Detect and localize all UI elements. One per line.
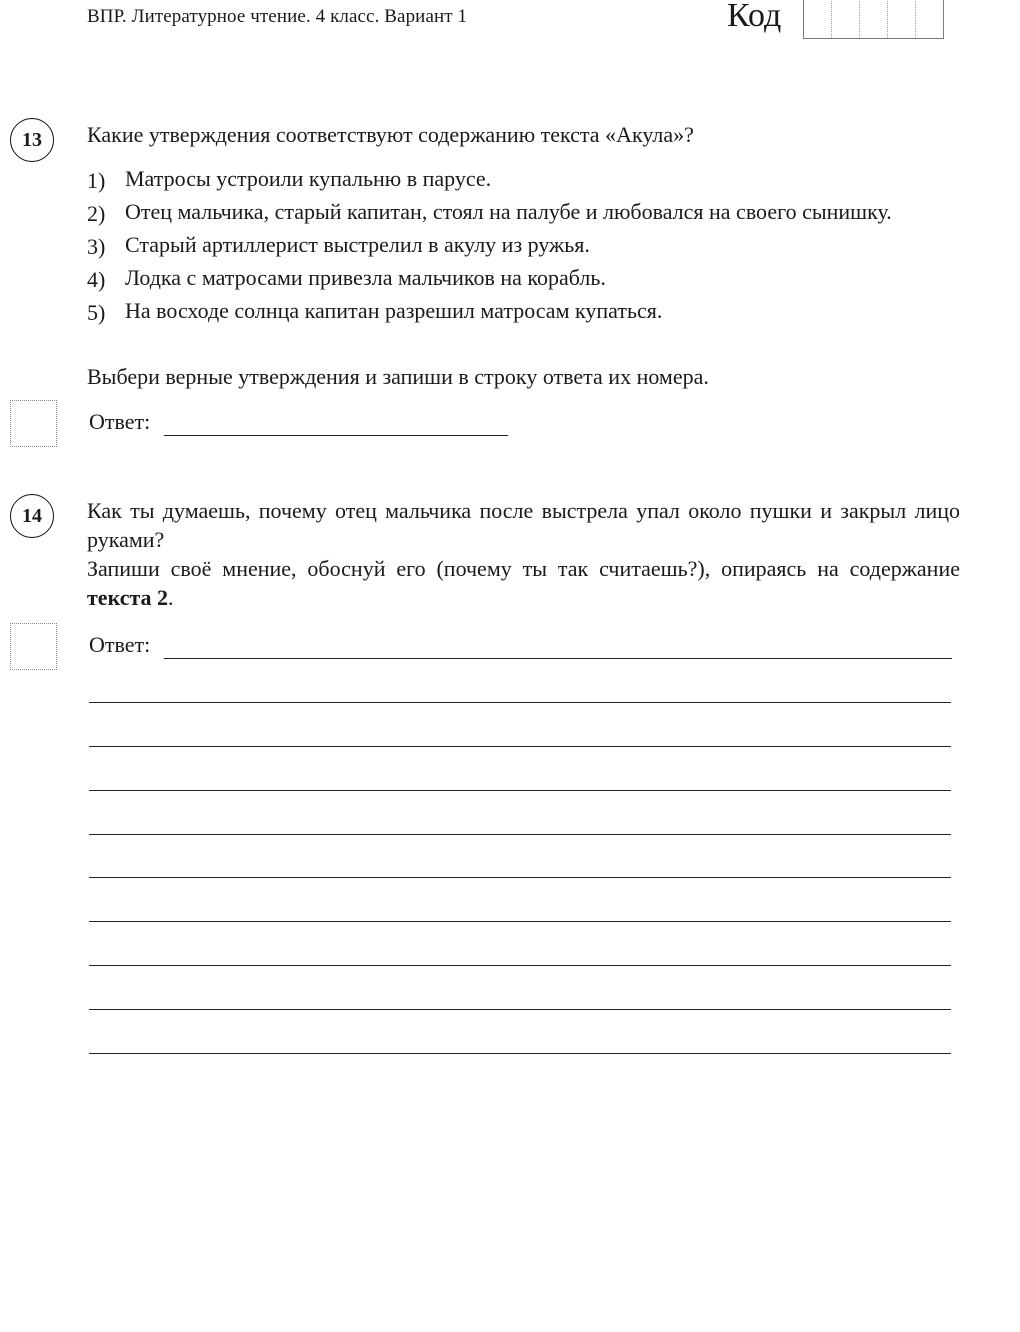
writing-line[interactable] (89, 702, 951, 703)
answer-line-14[interactable] (164, 658, 952, 659)
score-box-13[interactable] (10, 400, 57, 447)
writing-line[interactable] (89, 921, 951, 922)
option-item (87, 164, 960, 196)
score-box-14[interactable] (10, 623, 57, 670)
question-13-number: 13 (10, 118, 54, 162)
question-14-prompt-line2 (87, 554, 960, 612)
code-cell[interactable] (888, 0, 916, 38)
code-cell[interactable] (860, 0, 888, 38)
code-cell[interactable] (804, 0, 832, 38)
question-14-number: 14 (10, 494, 54, 538)
option-item (87, 263, 960, 295)
question-14-prompt (87, 496, 960, 612)
option-text: Лодка с матросами привезла мальчиков на корабль. (125, 265, 606, 290)
writing-line[interactable] (89, 877, 951, 878)
option-item (87, 230, 960, 262)
header-title: ВПР. Литературное чтение. 4 класс. Вариант 1 (87, 6, 468, 27)
option-number: 5) (87, 300, 106, 325)
writing-line[interactable] (89, 746, 951, 747)
code-cell[interactable] (916, 0, 943, 38)
question-13-instruction: Выбери верные утверждения и запиши в строку ответа их номера. (87, 364, 709, 389)
question-13-options (87, 164, 960, 329)
writing-line[interactable] (89, 965, 951, 966)
prompt-bold-text: текста 2 (87, 585, 169, 610)
prompt-text-end: . (168, 585, 174, 610)
writing-line[interactable] (89, 1053, 951, 1054)
option-item (87, 197, 960, 229)
code-label: Код (727, 0, 782, 34)
writing-line[interactable] (89, 834, 951, 835)
prompt-text: Запиши своё мнение, обоснуй его (почему ты так считаешь?), опираясь на содержание (87, 556, 960, 581)
code-cell[interactable] (832, 0, 860, 38)
writing-line[interactable] (89, 790, 951, 791)
code-input-box[interactable] (803, 0, 944, 39)
question-14-prompt-line1: Как ты думаешь, почему отец мальчика после выстрела упал около пушки и закрыл лицо руками? (87, 498, 960, 552)
answer-label-13: Ответ: (89, 409, 151, 434)
option-text: Отец мальчика, старый капитан, стоял на палубе и любовался на своего сынишку. (125, 199, 892, 224)
answer-label-14: Ответ: (89, 632, 151, 657)
option-text: Матросы устроили купальню в парусе. (125, 166, 492, 191)
answer-line-13[interactable] (164, 435, 508, 436)
writing-line[interactable] (89, 1009, 951, 1010)
option-number: 2) (87, 201, 106, 226)
option-item (87, 296, 960, 328)
question-13-prompt: Какие утверждения соответствуют содержанию текста «Акула»? (87, 122, 694, 147)
option-text: Старый артиллерист выстрелил в акулу из ружья. (125, 232, 590, 257)
option-text: На восходе солнца капитан разрешил матросам купаться. (125, 298, 663, 323)
option-number: 4) (87, 267, 106, 292)
option-number: 3) (87, 234, 106, 259)
option-number: 1) (87, 168, 106, 193)
